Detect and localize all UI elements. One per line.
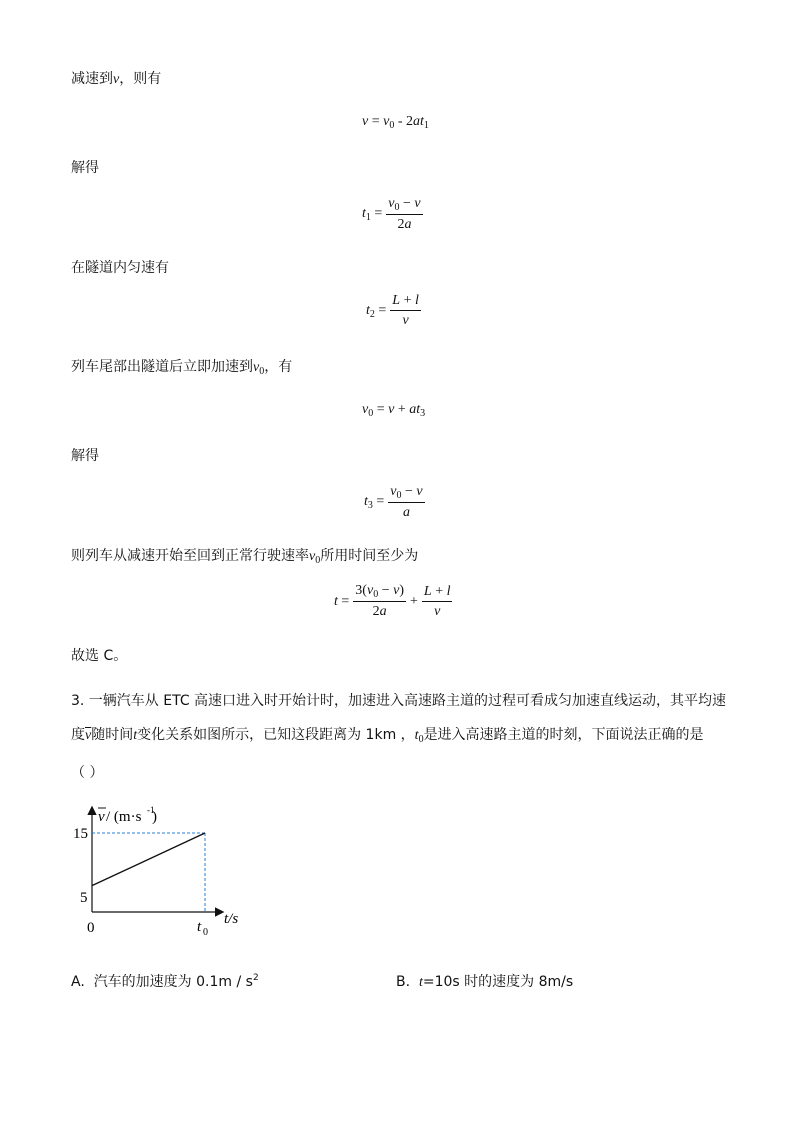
text-segment: 所用时间至少为 — [320, 548, 419, 564]
equation-1: $v = v_0 - 2at_1$ — [362, 114, 429, 131]
equation-5: $t_3$ = $\frac{v_0 - v}{a}$ — [364, 484, 423, 520]
option-a-exponent: 2 — [252, 973, 259, 983]
text-jiede-1: 解得 — [71, 160, 99, 176]
equation-3: $t_2$ = $\frac{L + l}{v}$ — [366, 293, 419, 328]
option-b-var: t — [418, 975, 423, 990]
t0-label: t — [197, 919, 202, 935]
option-a — [71, 971, 259, 991]
origin-label: 0 — [87, 920, 95, 936]
var-v: v — [113, 72, 120, 87]
y-axis-label: / (m·s — [106, 809, 142, 825]
text-answer: 故选 C。 — [71, 648, 128, 664]
text-segment: 是进入高速路主道的时刻，下面说法正确的是 — [423, 727, 704, 743]
y-axis-label-exponent: -1 — [147, 805, 155, 815]
text-segment: 则列车从减速开始至回到正常行驶速率 — [71, 548, 309, 564]
option-a-label: A. — [71, 974, 85, 990]
text-line-decelerate — [71, 68, 161, 88]
option-a-text: 汽车的加速度为 0.1m / s — [93, 974, 253, 990]
equation-4: $v_0 = v + at_3$ — [362, 402, 426, 419]
text-segment: 减速到 — [71, 71, 113, 87]
y-axis-vbar: v — [98, 809, 105, 825]
question-3-line-2: 度$\overline{v}$随时间t变化关系如图所示，已知这段距离为 1km ，$t_0$是进入高速路主道的时刻，下面说法正确的是 — [71, 727, 704, 745]
t0-label-sub: 0 — [203, 927, 208, 938]
text-tunnel: 在隧道内匀速有 — [71, 260, 169, 276]
data-line — [92, 833, 205, 886]
text-segment: 变化关系如图所示，已知这段距离为 1km ， — [137, 727, 415, 743]
equation-2: $t_1$ = $\frac{v_0 - v}{2a}$ — [362, 196, 421, 232]
option-b-text: =10s 时的速度为 8m/s — [422, 974, 574, 990]
option-b-label: B. — [396, 974, 411, 990]
equation-6: t = $\frac{3(v_0 - v)}{2a}$ + $\frac{L + l}{v}$ — [334, 583, 451, 619]
text-tail-exit: 列车尾部出隧道后立即加速到$v_0$，有 — [71, 359, 293, 377]
text-segment: 列车尾部出隧道后立即加速到 — [71, 359, 253, 375]
text-segment: ，则有 — [119, 71, 162, 87]
text-total-time: 则列车从减速开始至回到正常行驶速率$v_0$所用时间至少为 — [71, 548, 419, 566]
x-axis-label: t/s — [224, 911, 239, 927]
text-segment: 度 — [71, 727, 85, 743]
text-segment: ，有 — [264, 359, 293, 375]
option-b — [396, 971, 573, 991]
text-segment: 随时间 — [91, 727, 134, 743]
y-axis-label-close: ) — [152, 809, 157, 825]
tick-label-15: 15 — [73, 826, 88, 842]
text-jiede-2: 解得 — [71, 448, 99, 464]
question-3-line-3: （ ） — [71, 765, 104, 781]
tick-label-5: 5 — [80, 890, 88, 906]
question-3-line-1: 3. 一辆汽车从 ETC 高速口进入时开始计时，加速进入高速路主道的过程可看成匀加速直线运动，其平均速 — [71, 693, 727, 709]
